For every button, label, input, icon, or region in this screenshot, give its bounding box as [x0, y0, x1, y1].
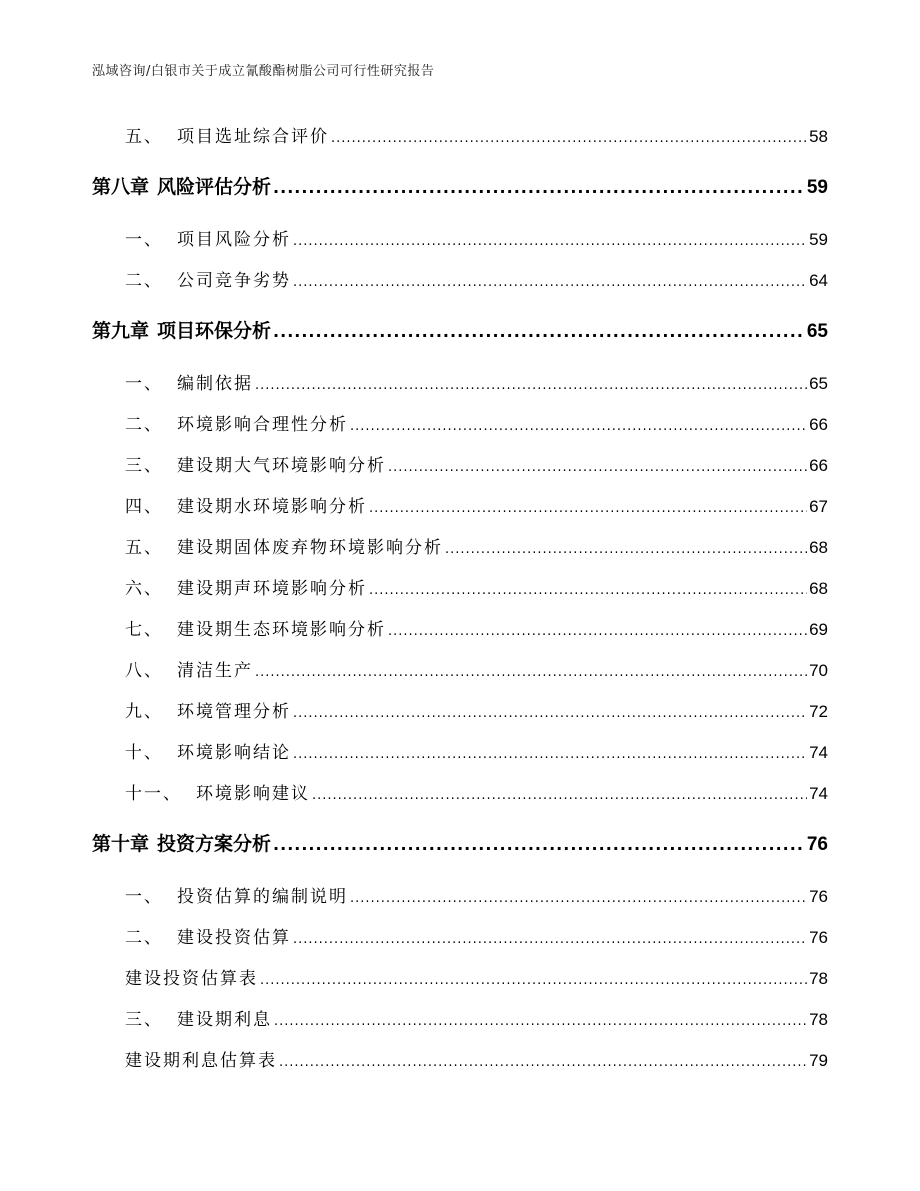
toc-entry-page: 64: [809, 271, 828, 290]
toc-leader-dots: [293, 230, 807, 250]
toc-entry-number: 六、: [125, 579, 163, 599]
toc-table-title: 建设期利息估算表: [125, 1051, 277, 1071]
toc-entry-title: 建设期生态环境影响分析: [177, 620, 386, 640]
toc-leader-dots: [260, 969, 807, 989]
toc-entry-page: 74: [809, 784, 828, 803]
toc-entry-page: 67: [809, 497, 828, 516]
toc-entry-title: 环境影响建议: [196, 784, 310, 804]
toc-entry[interactable]: [125, 697, 828, 722]
toc-leader-dots: [273, 176, 805, 198]
toc-leader-dots: [388, 620, 807, 640]
toc-entry-number: 二、: [125, 415, 163, 435]
page-header: 泓域咨询/白银市关于成立氰酸酯树脂公司可行性研究报告: [92, 64, 435, 79]
toc-entry-page: 76: [809, 928, 828, 947]
toc-chapter-page: 65: [806, 321, 828, 342]
toc-entry[interactable]: [125, 656, 828, 681]
toc-chapter-title: 项目环保分析: [157, 320, 272, 342]
toc-chapter-number: 第八章: [92, 176, 150, 198]
toc-leader-dots: [350, 887, 807, 907]
toc-entry-number: 一、: [125, 887, 163, 907]
toc-leader-dots: [255, 374, 807, 394]
toc-entry-number: 五、: [125, 127, 163, 147]
toc-entry-title: 建设期声环境影响分析: [177, 579, 367, 599]
toc-entry-number: 八、: [125, 661, 163, 681]
toc-entry-title: 投资估算的编制说明: [177, 887, 348, 907]
toc-entry-title: 环境管理分析: [177, 702, 291, 722]
toc-table-entry[interactable]: [125, 1046, 828, 1071]
toc-entry[interactable]: [125, 738, 828, 763]
toc-chapter-page: 76: [806, 834, 828, 855]
toc-entry[interactable]: [125, 533, 828, 558]
toc-entry-title: 建设期固体废弃物环境影响分析: [177, 538, 443, 558]
toc-leader-dots: [331, 127, 807, 147]
toc-entry-number: 一、: [125, 230, 163, 250]
toc-entry[interactable]: [125, 779, 828, 804]
toc-entry-title: 项目选址综合评价: [177, 127, 329, 147]
toc-entry-page: 58: [809, 127, 828, 146]
toc-entry-title: 建设期水环境影响分析: [177, 497, 367, 517]
toc-chapter-entry[interactable]: [92, 316, 828, 343]
toc-entry-page: 76: [809, 887, 828, 906]
toc-leader-dots: [279, 1051, 807, 1071]
toc-entry-page: 74: [809, 743, 828, 762]
toc-chapter-number: 第九章: [92, 320, 150, 342]
toc-entry-page: 66: [809, 456, 828, 475]
toc-entry[interactable]: [125, 492, 828, 517]
toc-table-page: 78: [809, 969, 828, 988]
toc-leader-dots: [273, 320, 805, 342]
toc-table-page: 79: [809, 1051, 828, 1070]
toc-entry-title: 项目风险分析: [177, 230, 291, 250]
toc-entry-title: 建设投资估算: [177, 928, 291, 948]
toc-leader-dots: [369, 497, 807, 517]
toc-entry-title: 编制依据: [177, 374, 253, 394]
toc-leader-dots: [274, 1010, 807, 1030]
toc-table-entry[interactable]: [125, 964, 828, 989]
toc-table-title: 建设投资估算表: [125, 969, 258, 989]
toc-entry-page: 69: [809, 620, 828, 639]
toc-entry-title: 环境影响结论: [177, 743, 291, 763]
toc-entry[interactable]: [125, 410, 828, 435]
toc-leader-dots: [369, 579, 807, 599]
toc-entry-page: 68: [809, 538, 828, 557]
toc-chapter-page: 59: [806, 177, 828, 198]
toc-entry[interactable]: [125, 615, 828, 640]
toc-entry-number: 三、: [125, 1010, 163, 1030]
toc-chapter-number: 第十章: [92, 833, 150, 855]
toc-leader-dots: [293, 928, 807, 948]
toc-leader-dots: [255, 661, 807, 681]
toc-entry-title: 公司竞争劣势: [177, 271, 291, 291]
toc-entry-title: 清洁生产: [177, 661, 253, 681]
toc-entry-number: 一、: [125, 374, 163, 394]
toc-entry-page: 70: [809, 661, 828, 680]
toc-chapter-title: 风险评估分析: [157, 176, 272, 198]
toc-entry-number: 三、: [125, 456, 163, 476]
toc-entry-title: 建设期利息: [177, 1010, 272, 1030]
toc-entry-page: 68: [809, 579, 828, 598]
toc-entry[interactable]: [125, 225, 828, 250]
toc-entry-number: 七、: [125, 620, 163, 640]
toc-entry-title: 环境影响合理性分析: [177, 415, 348, 435]
toc-entry-number: 二、: [125, 928, 163, 948]
toc-leader-dots: [293, 271, 807, 291]
toc-leader-dots: [293, 743, 807, 763]
toc-entry-title: 建设期大气环境影响分析: [177, 456, 386, 476]
toc-entry[interactable]: [125, 923, 828, 948]
toc-entry[interactable]: [125, 451, 828, 476]
toc-entry-page: 72: [809, 702, 828, 721]
toc-entry-number: 十一、: [125, 784, 182, 804]
toc-chapter-entry[interactable]: [92, 829, 828, 856]
toc-entry-page: 59: [809, 230, 828, 249]
toc-leader-dots: [293, 702, 807, 722]
toc-leader-dots: [388, 456, 807, 476]
toc-entry-number: 九、: [125, 702, 163, 722]
toc-entry[interactable]: [125, 882, 828, 907]
toc-leader-dots: [350, 415, 807, 435]
toc-entry-number: 四、: [125, 497, 163, 517]
toc-leader-dots: [273, 833, 805, 855]
toc-entry[interactable]: [125, 1005, 828, 1030]
toc-entry-number: 五、: [125, 538, 163, 558]
toc-chapter-entry[interactable]: [92, 172, 828, 199]
toc-chapter-title: 投资方案分析: [157, 833, 272, 855]
toc-entry[interactable]: [125, 266, 828, 291]
toc-leader-dots: [445, 538, 807, 558]
toc-entry[interactable]: [125, 122, 828, 147]
toc-entry[interactable]: [125, 574, 828, 599]
toc-entry-number: 二、: [125, 271, 163, 291]
toc-entry-number: 十、: [125, 743, 163, 763]
toc-entry-page: 65: [809, 374, 828, 393]
toc-leader-dots: [312, 784, 807, 804]
toc-entry[interactable]: [125, 369, 828, 394]
toc-entry-page: 78: [809, 1010, 828, 1029]
toc-entry-page: 66: [809, 415, 828, 434]
